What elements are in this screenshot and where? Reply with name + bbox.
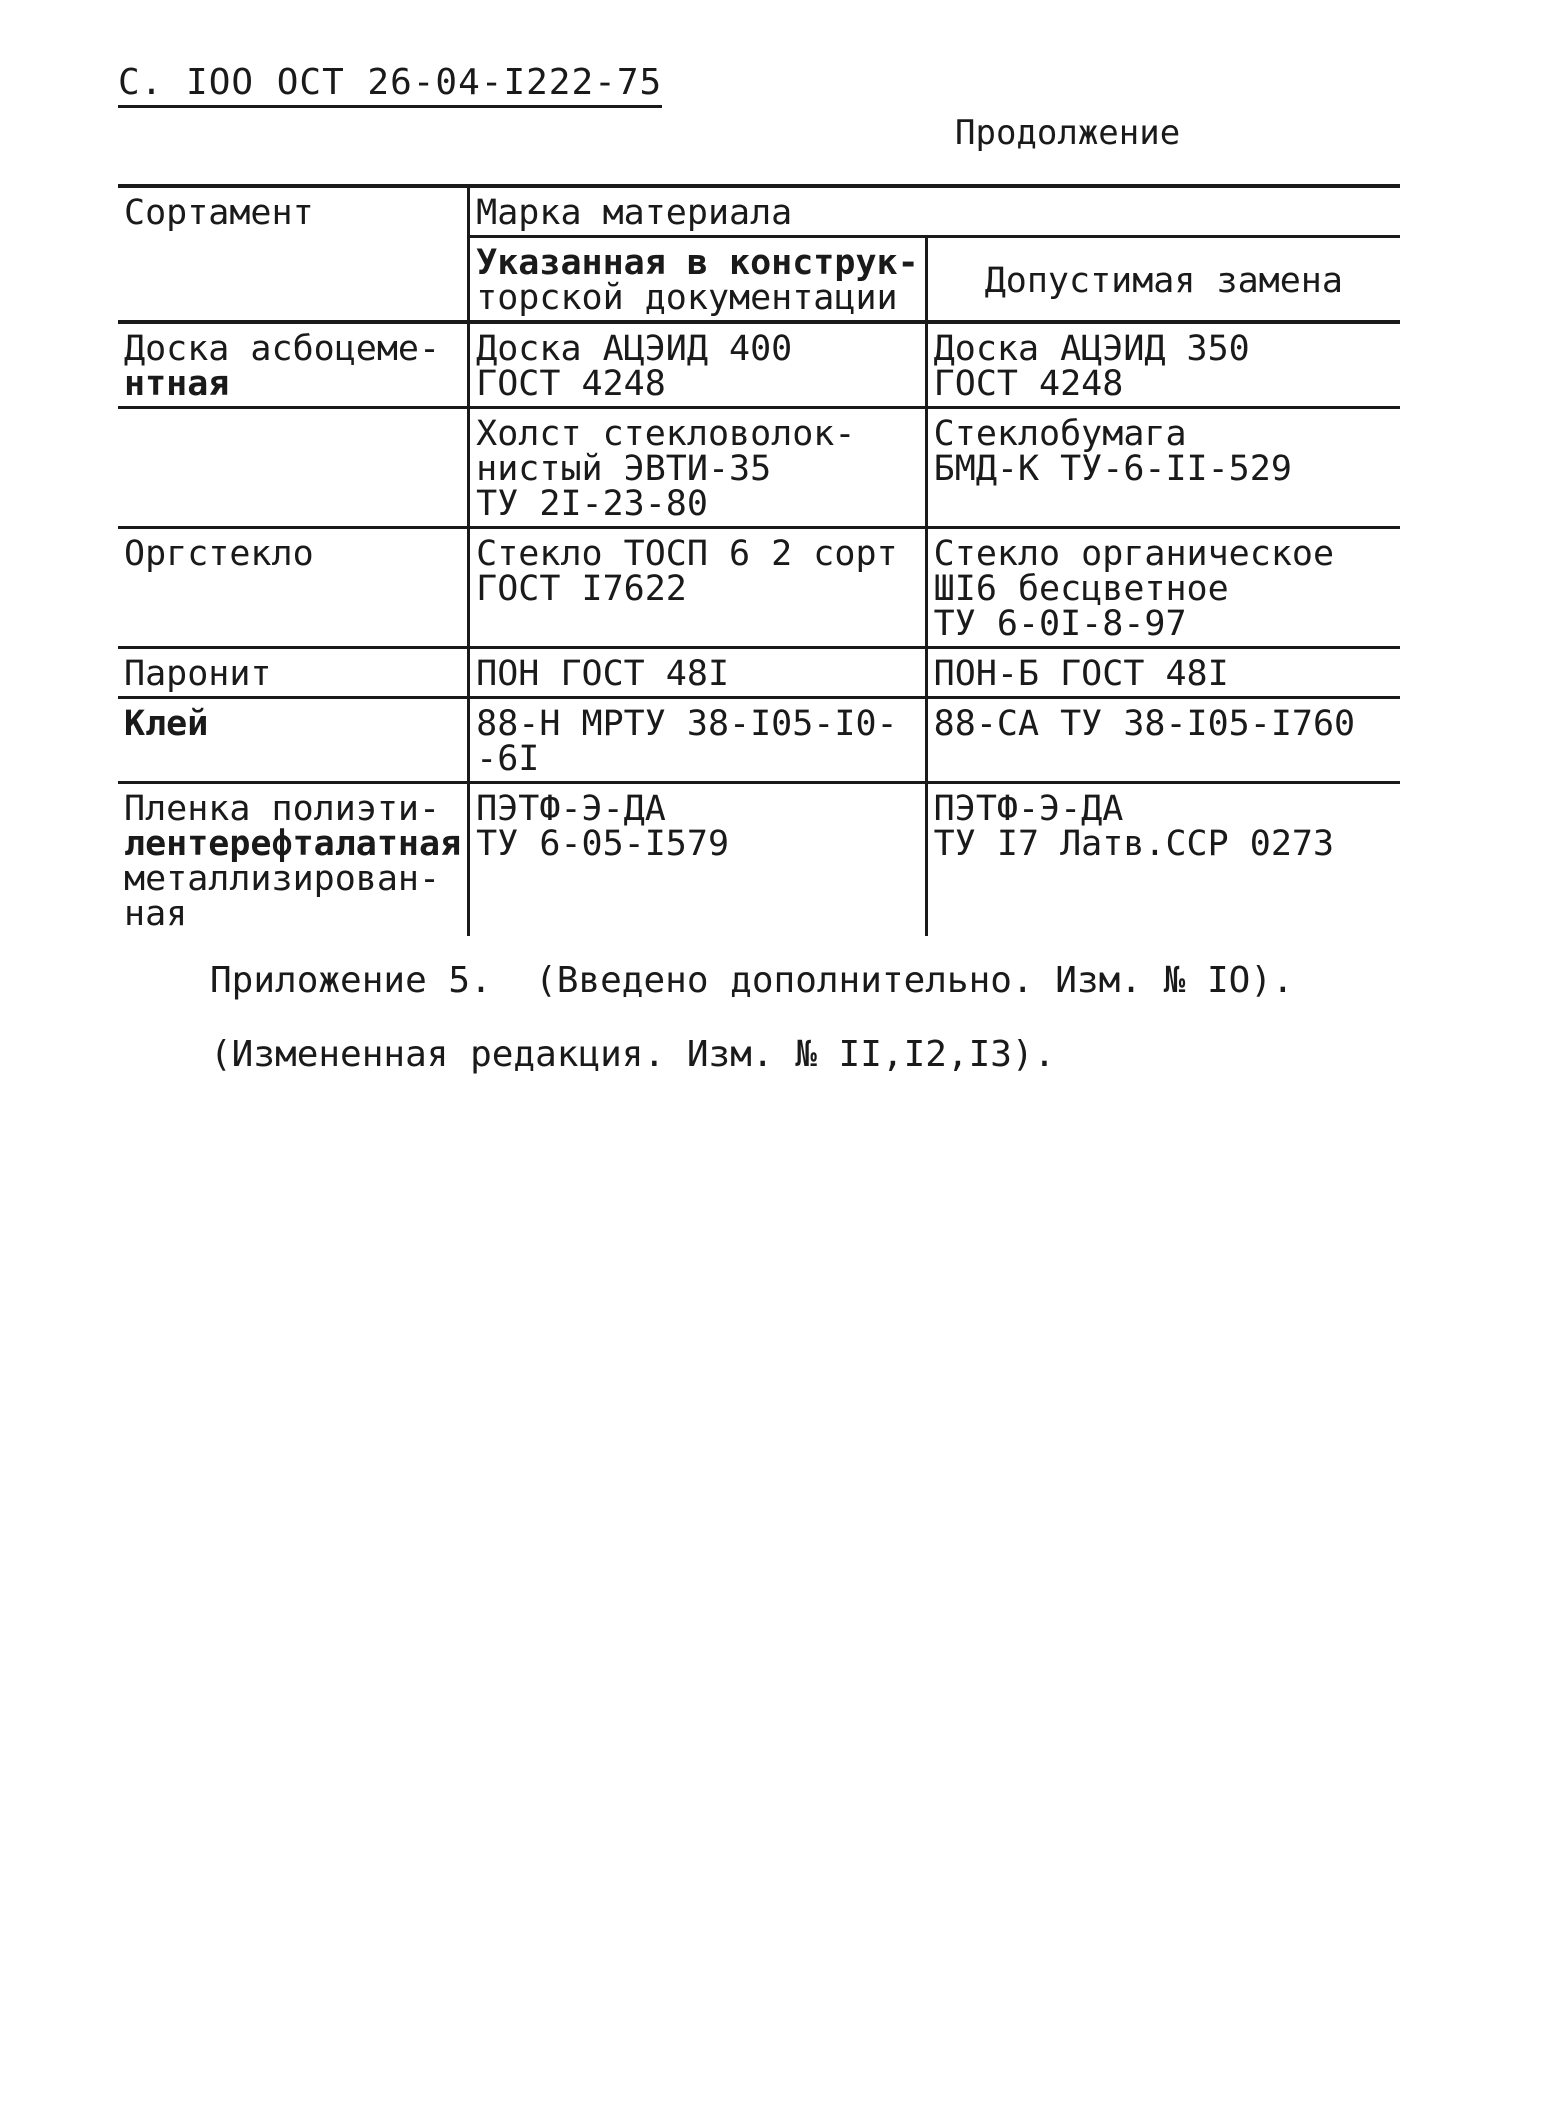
materials-table (118, 184, 1400, 936)
cell-line: Паронит (124, 654, 272, 694)
table-row (118, 322, 1400, 408)
cell-line: ГОСТ 4248 (933, 364, 1124, 404)
header-specified-line: Указанная в конструк- (476, 243, 919, 283)
cell-specified (469, 322, 927, 408)
cell-replacement (926, 408, 1400, 528)
cell-replacement (926, 648, 1400, 698)
cell-line: Оргстекло (124, 534, 314, 574)
cell-line: Стекло органическое (933, 534, 1335, 574)
cell-assortment (118, 322, 469, 408)
cell-line: нистый ЭВТИ-35 (476, 449, 772, 489)
cell-line: Доска асбоцеме- (124, 329, 441, 369)
header-specified-line: торской документации (476, 278, 898, 318)
cell-line: Клей (124, 704, 209, 744)
cell-line: лентерефталатная (124, 824, 462, 864)
cell-replacement (926, 783, 1400, 937)
cell-line: 88-СА ТУ 38-I05-I760 (933, 704, 1356, 744)
cell-line: ТУ 6-0I-8-97 (933, 604, 1187, 644)
table-row (118, 783, 1400, 937)
cell-line: ШI6 бесцветное (933, 569, 1229, 609)
cell-replacement (926, 528, 1400, 648)
cell-line: Пленка полиэти- (124, 789, 441, 829)
cell-specified (469, 408, 927, 528)
cell-assortment (118, 783, 469, 937)
cell-specified (469, 648, 927, 698)
cell-line: ПОН-Б ГОСТ 48I (933, 654, 1229, 694)
cell-line: ТУ 6-05-I579 (476, 824, 730, 864)
cell-assortment (118, 698, 469, 783)
cell-line: -6I (476, 739, 540, 779)
header-replacement: Допустимая замена (926, 237, 1400, 323)
cell-line: ПЭТФ-Э-ДА (933, 789, 1124, 829)
cell-specified (469, 528, 927, 648)
revision-note: (Измененная редакция. Изм. № II,I2,I3). (210, 1034, 1056, 1075)
cell-line: металлизирован- (124, 859, 441, 899)
cell-replacement (926, 322, 1400, 408)
cell-line: ТУ 2I-23-80 (476, 484, 708, 524)
header-assortment: Сортамент (118, 186, 469, 322)
table-row (118, 698, 1400, 783)
cell-specified (469, 698, 927, 783)
cell-line: Холст стекловолок- (476, 414, 856, 454)
table-row (118, 648, 1400, 698)
appendix-note: Приложение 5. (Введено дополнительно. Изм. № IO). (210, 960, 1294, 1001)
cell-line: Стекло ТОСП 6 2 сорт (476, 534, 898, 574)
cell-line: Стеклобумага (933, 414, 1187, 454)
continuation-label: Продолжение (955, 113, 1181, 153)
cell-line: Доска АЦЭИД 350 (933, 329, 1250, 369)
header-material-grade: Марка материала (469, 186, 1400, 237)
cell-specified (469, 783, 927, 937)
cell-line: ная (124, 894, 188, 934)
cell-line: ПОН ГОСТ 48I (476, 654, 730, 694)
cell-line: ТУ I7 Латв.ССР 0273 (933, 824, 1335, 864)
cell-line: ГОСТ I7622 (476, 569, 687, 609)
cell-assortment (118, 528, 469, 648)
table-row (118, 528, 1400, 648)
cell-line: Доска АЦЭИД 400 (476, 329, 793, 369)
cell-assortment (118, 648, 469, 698)
header-specified (469, 237, 927, 323)
cell-line: нтная (124, 364, 230, 404)
cell-assortment (118, 408, 469, 528)
page-header: С. IOO ОСТ 26-04-I222-75 (118, 62, 662, 108)
table-row (118, 408, 1400, 528)
cell-line: ПЭТФ-Э-ДА (476, 789, 666, 829)
cell-line: 88-Н МРТУ 38-I05-I0- (476, 704, 898, 744)
cell-line: ГОСТ 4248 (476, 364, 666, 404)
cell-replacement (926, 698, 1400, 783)
cell-line: БМД-К ТУ-6-II-529 (933, 449, 1292, 489)
